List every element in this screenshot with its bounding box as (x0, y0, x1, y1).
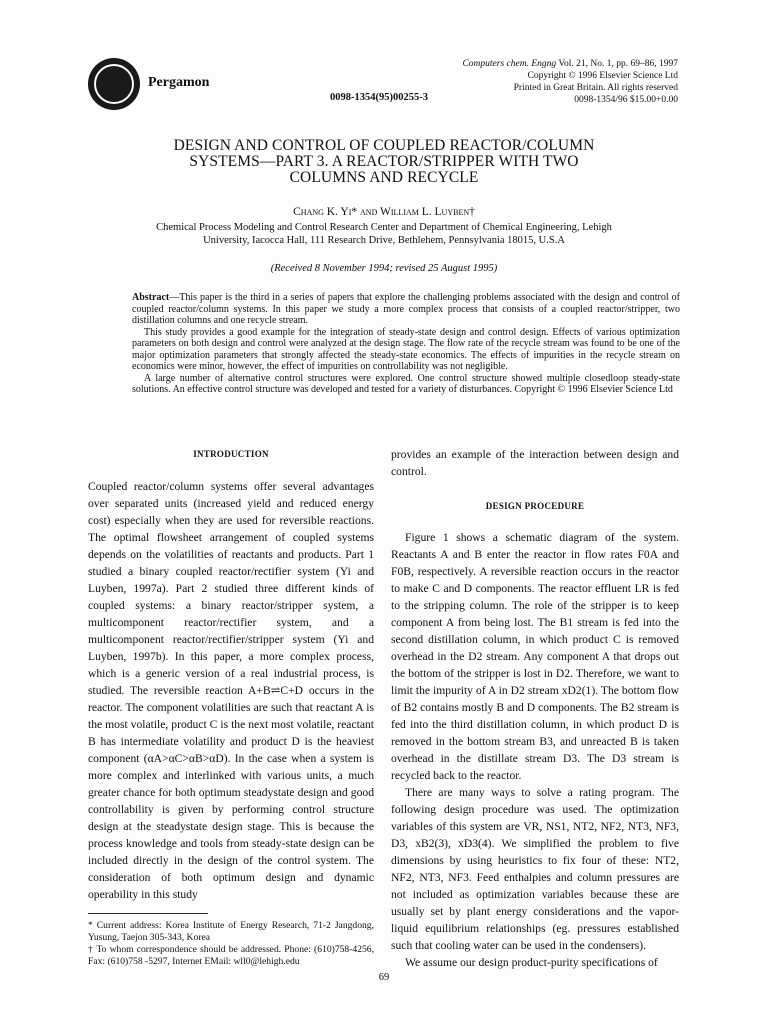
right-column (391, 446, 679, 971)
footnotes (88, 920, 374, 968)
affiliation (120, 221, 648, 247)
section-heading-design-procedure: DESIGN PROCEDURE (485, 501, 585, 511)
journal-info (462, 58, 678, 106)
title-line: SYSTEMS—PART 3. A REACTOR/STRIPPER WITH TWO (189, 153, 579, 170)
author-list (90, 206, 678, 218)
abstract (132, 292, 680, 396)
author-conjunction: and (357, 206, 381, 218)
author-name: Chang K. Yi* (293, 206, 358, 218)
paper-title (90, 138, 678, 186)
design-paragraph: There are many ways to solve a rating program. The following design procedure was used. The optimization variables of this system are VR, NS1, NT2, NF2, NT3, NF3, D3, xB2(3), xD3(4). We simplified the problem to five dimensions by using heuristics to fix four of these: NT2, NF2, NT3, NF3. Feed enthalpies and column pressures are not included as optimization variables because these are usually set by plant energy considerations and the vapor-liquid equilibrium relationships (eg. pressures established such that cooling water can be used in the condensers). (391, 786, 679, 952)
journal-name: Computers chem. Engng (462, 59, 557, 69)
design-paragraph: Figure 1 shows a schematic diagram of the system. Reactants A and B enter the reactor in flow rates F0A and F0B, respectively. A reversible reaction occurs in the reactor to make C and D components. The reactor effluent LR is fed to the stripping column. The role of the stripper is to keep component A from being lost. The B1 stream is fed into the second distillation column, in which product C is removed overhead in the D2 stream. Any component A that drops out the bottom of the stripper is lost in D2. Therefore, we want to limit the impurity of A in D2 stream xD2(1). The bottom flow of B2 contains mostly B and D components. The B2 stream is fed into the third distillation column, in which product D is removed in the bottom stream B3, and unreacted B is taken overhead in the distillate stream D3. The D3 stream is recycled back to the reactor. (391, 531, 679, 782)
continued-text: provides an example of the interaction between design and control. (391, 448, 679, 478)
affiliation-line: University, Iacocca Hall, 111 Research Drive, Bethlehem, Pennsylvania 18015, U.S.A (203, 235, 565, 246)
copyright-line: Copyright © 1996 Elsevier Science Ltd (527, 71, 678, 81)
design-paragraph: We assume our design product-purity specifications of (405, 956, 658, 969)
journal-details: Vol. 21, No. 1, pp. 69–86, 1997 (558, 59, 678, 69)
footnote: † To whom correspondence should be addressed. Phone: (610)758-4256, Fax: (610)758 -5297, Internet EMail: wll0@lehigh.edu (88, 944, 374, 967)
footnote: * Current address: Korea Institute of Energy Research, 71-2 Jangdong, Yusung, Taejon 305-343, Korea (88, 920, 374, 943)
publisher-name: Pergamon (148, 75, 210, 90)
footnote-divider (88, 913, 208, 914)
printed-line: Printed in Great Britain. All rights reserved (513, 83, 678, 93)
article-doi: 0098-1354(95)00255-3 (330, 92, 428, 103)
abstract-paragraph: —This paper is the third in a series of papers that explore the challenging problems associated with the design and control of coupled reactor/column systems. In this paper we study a more complex process that consists of a coupled reactor/stripper, two distillation columns and one recycle stream. (132, 292, 680, 326)
elsevier-tree-logo (88, 58, 140, 110)
issn-line: 0098-1354/96 $15.00+0.00 (574, 95, 678, 105)
abstract-paragraph: A large number of alternative control structures were explored. One control structure showed multiple closedloop steady-state solutions. An effective control structure was developed and tested for a variety of disturbances. Copyright © 1996 Elsevier Science Ltd (132, 372, 680, 395)
affiliation-line: Chemical Process Modeling and Control Research Center and Department of Chemical Engineering, Lehigh (156, 222, 612, 233)
title-line: COLUMNS AND RECYCLE (289, 169, 479, 186)
abstract-label: Abstract (132, 292, 170, 303)
page-number: 69 (378, 972, 390, 983)
title-line: DESIGN AND CONTROL OF COUPLED REACTOR/COLUMN (173, 137, 595, 154)
section-heading-introduction: INTRODUCTION (193, 449, 269, 459)
received-dates: (Received 8 November 1994; revised 25 August 1995) (270, 263, 498, 274)
author-name: William L. Luyben† (380, 206, 475, 218)
abstract-paragraph: This study provides a good example for the integration of steady-state design and control design. Effects of various optimization parameters on both design and control were analyzed at the design stage. The flow rate of the recycle stream was found to be one of the major optimization parameters that strongly affected the steady-state economics. The effects of impurities in the recycle stream on economics were minor, however, the effect of impurities on controllability was not negligible. (132, 326, 680, 372)
introduction-text: Coupled reactor/column systems offer several advantages over separated units (increased yield and reduced energy cost) especially when they are used for reversible reactions. The optimal flowsheet arrangement of coupled systems depends on the volatilities of reactants and products. Part 1 studied a binary coupled reactor/rectifier system (Yi and Luyben, 1997a). Part 2 studied three different kinds of coupled systems: a binary reactor/stripper system, a multicomponent reactor/rectifier system, and a multicomponent reactor/rectifier/stripper system (Yi and Luyben, 1997b). In this paper, a more complex process, which is a generic version of a real industrial process, is studied. The reversible reaction A+B⇌C+D occurs in the reactor. The component volatilities are such that reactant A is the most volatile, product C is the next most volatile, reactant B has intermediate volatility and product D is the heaviest component (αA>αC>αB>αD). In the case when a system is more complex and interlinked with various units, a much greater chance for both optimum steadystate design and good controllability is given by performing control structure design at the steadystate design stage. This is because the process knowledge and tools from steady-state design can be included directly in the design of the control system. The consideration of both optimum design and dynamic operability in this study (88, 480, 374, 901)
left-column (88, 446, 374, 968)
